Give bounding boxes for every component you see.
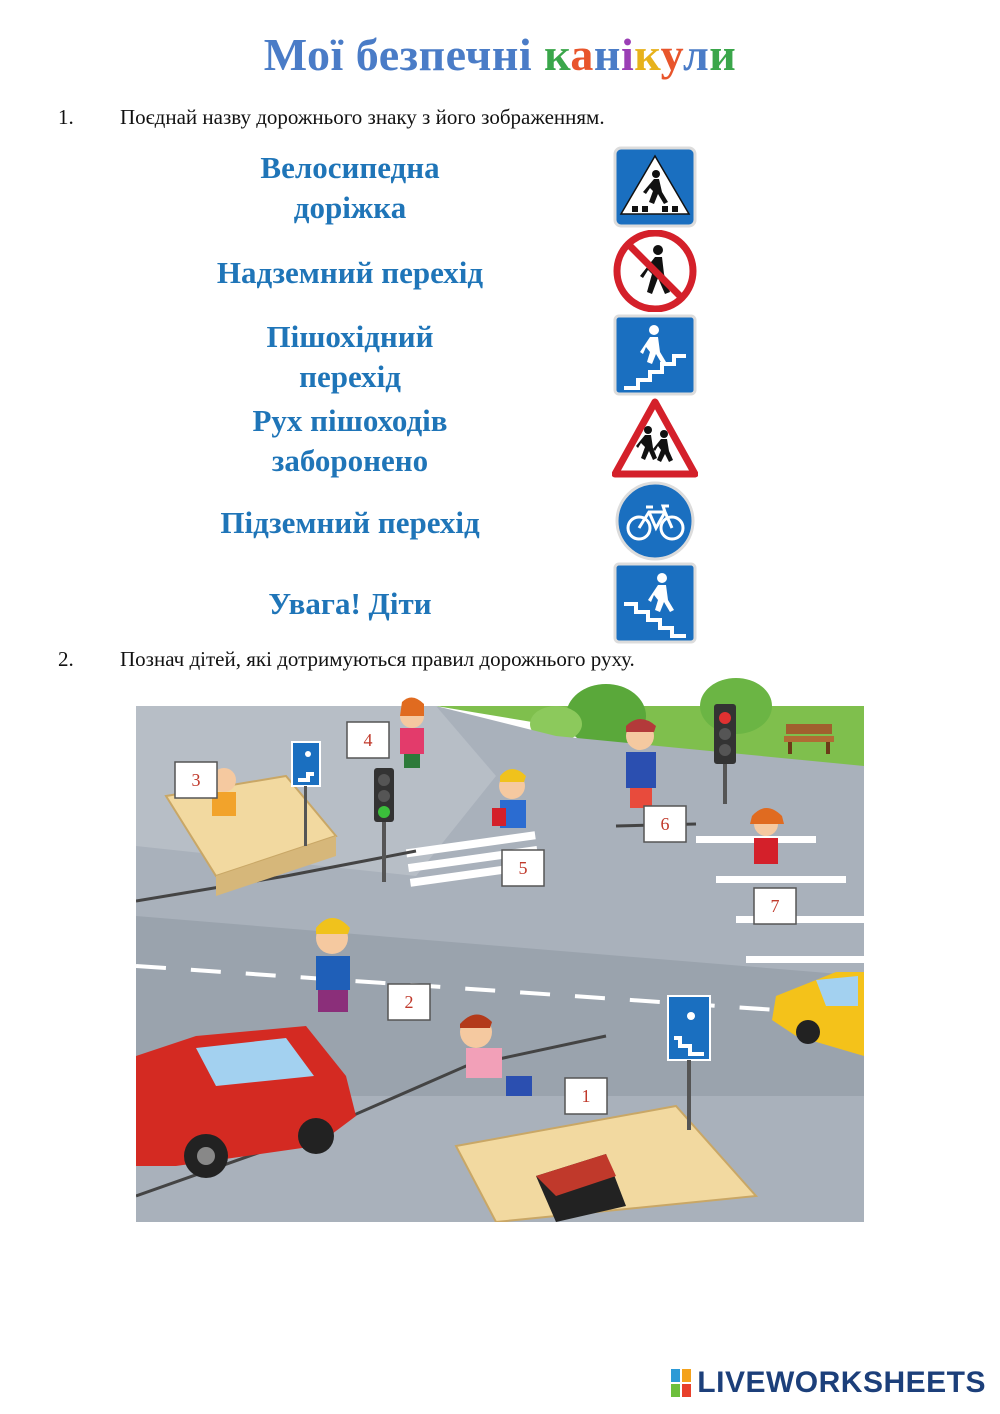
bicycle-path-sign[interactable]: [612, 480, 698, 562]
sign-name-line: Пішохідний: [266, 319, 434, 354]
sign-name-line: доріжка: [293, 190, 407, 225]
scene-label-number: 2: [404, 992, 414, 1012]
title-letter: к: [634, 29, 661, 80]
street-scene-illustration: [136, 676, 864, 1222]
title-letter: к: [544, 29, 571, 80]
sign-name-underpass[interactable]: [190, 503, 510, 543]
task-1-text: Поєднай назву дорожнього знаку з його зображенням.: [120, 105, 605, 129]
title-text: Мої безпечні: [263, 29, 545, 80]
scene-label-number: 1: [581, 1086, 591, 1106]
liveworksheets-logo-icon: [671, 1369, 691, 1397]
sign-name-children-warning[interactable]: [190, 584, 510, 624]
page-title: [0, 28, 1000, 81]
sign-name-line: перехід: [299, 359, 401, 394]
title-letter: а: [570, 29, 594, 80]
sign-name-line: Рух пішоходів: [252, 403, 448, 438]
child-figure: [626, 719, 656, 808]
sign-name-line: Велосипедна: [260, 150, 440, 185]
title-letter: и: [709, 29, 737, 80]
title-letter: н: [593, 29, 621, 80]
scene-label-number: 7: [770, 896, 780, 916]
liveworksheets-logo[interactable]: [671, 1366, 986, 1400]
scene-label-number: 5: [518, 858, 528, 878]
sign-name-bicycle-path[interactable]: [190, 148, 510, 228]
sign-name-line: заборонено: [271, 443, 429, 478]
task-2-text: Познач дітей, які дотримуються правил дорожнього руху.: [120, 647, 635, 671]
task-2-number: 2.: [58, 647, 74, 671]
overpass-sign[interactable]: [612, 314, 698, 396]
sign-name-line: Увага! Діти: [268, 586, 432, 621]
title-letter: у: [660, 29, 683, 80]
sign-name-pedestrian-crossing[interactable]: [190, 317, 510, 397]
scene-label-number: 6: [660, 814, 670, 834]
title-colored-word: [544, 29, 736, 80]
sign-name-no-pedestrians[interactable]: [190, 401, 510, 481]
sign-name-line: Надземний перехід: [216, 255, 484, 290]
scene-label-number: 3: [191, 770, 201, 790]
title-letter: л: [682, 29, 710, 80]
liveworksheets-brand-text: LIVEWORKSHEETS: [697, 1366, 986, 1399]
sign-name-line: Підземний перехід: [220, 505, 480, 540]
task-1-number: 1.: [58, 105, 74, 129]
underpass-sign[interactable]: [612, 562, 698, 644]
no-pedestrians-sign[interactable]: [612, 230, 698, 312]
sign-name-overpass[interactable]: [190, 253, 510, 293]
children-warning-sign[interactable]: [612, 398, 698, 480]
title-letter: і: [620, 29, 635, 80]
scene-label-number: 4: [363, 730, 373, 750]
child-figure: [316, 918, 350, 1012]
pedestrian-crossing-sign[interactable]: [612, 146, 698, 228]
